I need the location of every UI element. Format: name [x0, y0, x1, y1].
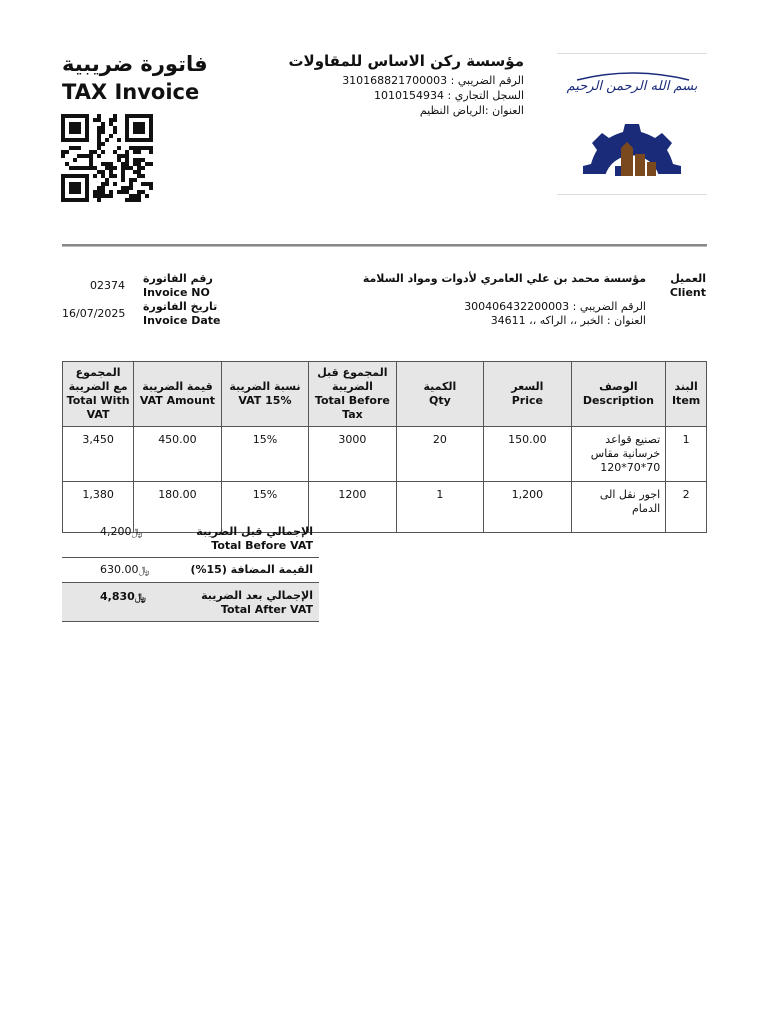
vat-row [62, 558, 319, 583]
invoice-date-label-ar: تاريخ الفاتورة [143, 300, 218, 313]
title-english: TAX Invoice [62, 80, 200, 104]
client-label-en: Client [669, 286, 706, 299]
title-arabic: فاتورة ضريبية [62, 52, 208, 76]
header-item: البند Item [666, 362, 707, 427]
cell-price: 1,200 [484, 482, 571, 533]
invoice-date-value: 16/07/2025 [62, 307, 126, 320]
company-address: العنوان :الرياض النظيم [419, 104, 524, 117]
total-after-vat-label: الإجمالي بعد الضريبة Total After VAT [201, 589, 313, 616]
header-price: السعر Price [484, 362, 571, 427]
bismillah-calligraphy: بسم الله الرحمن الرحيم [566, 79, 698, 94]
header-total-before-tax: المجموع قبل الضريبة Total Before Tax [309, 362, 396, 427]
cell-description: اجور نقل الى الدمام [571, 482, 666, 533]
header-vat-amount: قيمة الضريبة VAT Amount [134, 362, 221, 427]
cell-vat-amount: 450.00 [134, 427, 221, 482]
total-before-vat-value: ﷼4,200 [100, 525, 143, 538]
header-qty: الكمية Qty [396, 362, 483, 427]
total-before-vat-label: الإجمالي قبل الضريبة Total Before VAT [196, 525, 313, 552]
vat-value: ﷼630.00 [100, 563, 150, 576]
company-cr-number: السجل التجاري : 1010154934 [374, 89, 524, 102]
table-row [63, 427, 707, 482]
gear-building-logo-icon [557, 54, 707, 194]
vat-label: القيمة المضافة (15%) [190, 563, 313, 576]
header-vat-rate: نسبة الضريبة VAT 15% [221, 362, 308, 427]
cell-item: 2 [666, 482, 707, 533]
total-after-vat-value: ﷼4,830 [100, 590, 146, 603]
cell-price: 150.00 [484, 427, 571, 482]
total-before-vat-row [62, 520, 319, 558]
company-tax-number: الرقم الضريبي : 310168821700003 [342, 74, 524, 87]
cell-total-before-tax: 1200 [309, 482, 396, 533]
riyal-icon: ﷼ [131, 527, 143, 538]
company-name: مؤسسة ركن الاساس للمقاولات [288, 52, 524, 70]
company-logo [557, 53, 707, 195]
cell-qty: 1 [396, 482, 483, 533]
company-info [288, 52, 524, 118]
invoice-date-label-en: Invoice Date [143, 314, 221, 327]
cell-item: 1 [666, 427, 707, 482]
header-divider [62, 244, 707, 247]
cell-vat-amount: 180.00 [134, 482, 221, 533]
table-header-row [63, 362, 707, 427]
cell-vat-rate: 15% [221, 482, 308, 533]
cell-vat-rate: 15% [221, 427, 308, 482]
total-after-vat-row [62, 583, 319, 622]
client-address: العنوان : الخبر ،، الراكه ،، 34611 [490, 314, 646, 327]
client-label-ar: العميل [670, 272, 706, 285]
qr-code [61, 114, 153, 202]
items-table [62, 361, 707, 533]
cell-total-before-tax: 3000 [309, 427, 396, 482]
riyal-icon: ﷼ [134, 592, 146, 603]
cell-total-with-vat: 1,380 [63, 482, 134, 533]
cell-total-with-vat: 3,450 [63, 427, 134, 482]
riyal-icon: ﷼ [138, 565, 150, 576]
invoice-number-value: 02374 [90, 279, 125, 292]
cell-qty: 20 [396, 427, 483, 482]
invoice-number-label-ar: رقم الفاتورة [143, 272, 213, 285]
cell-description: تصنيع قواعد خرسانية مقاس 70*70*120 [571, 427, 666, 482]
client-name: مؤسسة محمد بن علي العامري لأدوات ومواد السلامة [362, 272, 646, 285]
header-total-with-vat: المجموع مع الضريبة Total With VAT [63, 362, 134, 427]
client-tax-number: الرقم الضريبي : 300406432200003 [464, 300, 646, 313]
totals-box [62, 520, 319, 622]
header-description: الوصف Description [571, 362, 666, 427]
invoice-number-label-en: Invoice NO [143, 286, 210, 299]
